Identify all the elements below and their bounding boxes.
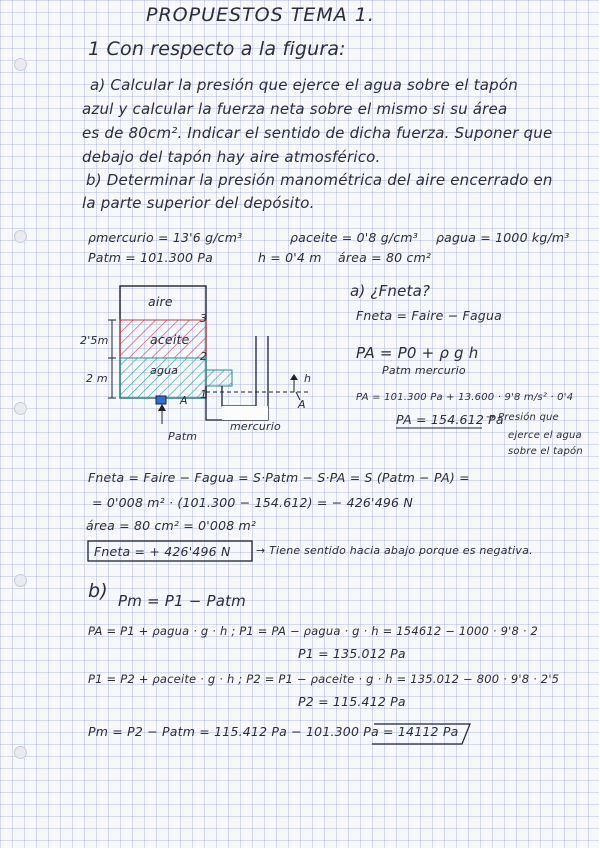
sol-b-line-1-result: P1 = 135.012 Pa — [298, 646, 406, 661]
part-a-line-4: debajo del tapón hay aire atmosférico. — [82, 148, 381, 166]
result-a-note: → Tiene sentido hacia abajo porque es negativa. — [256, 544, 533, 557]
area-conversion: área = 80 cm² = 0'008 m² — [86, 518, 257, 533]
sol-a-line-2b: Patm mercurio — [382, 364, 466, 377]
mark-1: 1 — [200, 388, 208, 401]
point-a-left: A — [180, 394, 188, 407]
sol-b-line-0: Pm = P1 − Patm — [118, 592, 246, 610]
label-agua: agua — [150, 364, 179, 377]
force-line-1: Fneta = Faire − Fagua = S·Patm − S·PA = S (Patm − PA) = — [88, 470, 470, 485]
data-area: área = 80 cm² — [338, 250, 432, 265]
sol-b-head: b) — [88, 580, 108, 602]
data-density-agua: ρagua = 1000 kg/m³ — [436, 230, 570, 245]
dim-2: 2 m — [86, 372, 108, 385]
page-title: PROPUESTOS TEMA 1. — [146, 4, 375, 26]
sol-b-line-2-result: P2 = 115.412 Pa — [298, 694, 406, 709]
force-line-2: = 0'008 m² · (101.300 − 154.612) = − 426'496 N — [92, 495, 413, 510]
label-patm: Patm — [168, 430, 198, 443]
sol-b-line-3: Pm = P2 − Patm = 115.412 Pa − 101.300 Pa = 14112 Pa — [88, 724, 459, 739]
tapon — [156, 396, 166, 404]
sol-a-line-1: Fneta = Faire − Fagua — [356, 308, 502, 323]
problem-statement: 1 Con respecto a la figura: — [88, 38, 346, 60]
result-a: Fneta = + 426'496 N — [94, 544, 231, 559]
mark-2: 2 — [200, 350, 208, 363]
sol-a-line-3: PA = 101.300 Pa + 13.600 · 9'8 m/s² · 0'4 — [356, 392, 574, 403]
label-mercurio: mercurio — [230, 420, 281, 433]
dim-25: 2'5m — [80, 334, 109, 347]
mark-h: h — [304, 372, 312, 385]
label-aire: aire — [148, 294, 173, 309]
part-a-line-1: a) Calcular la presión que ejerce el agua sobre el tapón — [90, 76, 518, 94]
part-a-line-3: es de 80cm². Indicar el sentido de dicha fuerza. Suponer que — [82, 124, 553, 142]
data-density-aceite: ρaceite = 0'8 g/cm³ — [290, 230, 418, 245]
sol-a-note-2: ejerce el agua — [508, 430, 582, 441]
part-b-line-1: b) Determinar la presión manométrica del aire encerrado en — [86, 171, 553, 189]
data-density-mercurio: ρmercurio = 13'6 g/cm³ — [88, 230, 243, 245]
mark-3: 3 — [200, 312, 208, 325]
sol-b-line-1: PA = P1 + ρagua · g · h ; P1 = PA − ρagua · g · h = 154612 − 1000 · 9'8 · 2 — [88, 624, 539, 638]
sol-a-question: a) ¿Fneta? — [350, 282, 431, 300]
data-h: h = 0'4 m — [258, 250, 322, 265]
part-a-line-2: azul y calcular la fuerza neta sobre el mismo si su área — [82, 100, 508, 118]
sol-a-line-2: PA = P0 + ρ g h — [356, 344, 479, 362]
part-b-line-2: la parte superior del depósito. — [82, 194, 315, 212]
sol-a-note-3: sobre el tapón — [508, 446, 583, 457]
data-patm: Patm = 101.300 Pa — [88, 250, 213, 265]
point-a-right: A — [298, 398, 306, 411]
sol-b-line-2: P1 = P2 + ρaceite · g · h ; P2 = P1 − ρaceite · g · h = 135.012 − 800 · 9'8 · 2'5 — [88, 672, 560, 686]
label-aceite: aceite — [150, 332, 190, 347]
sol-a-line-4: PA = 154.612 Pa — [396, 412, 504, 427]
sol-a-note-1: → Presión que — [486, 412, 559, 423]
